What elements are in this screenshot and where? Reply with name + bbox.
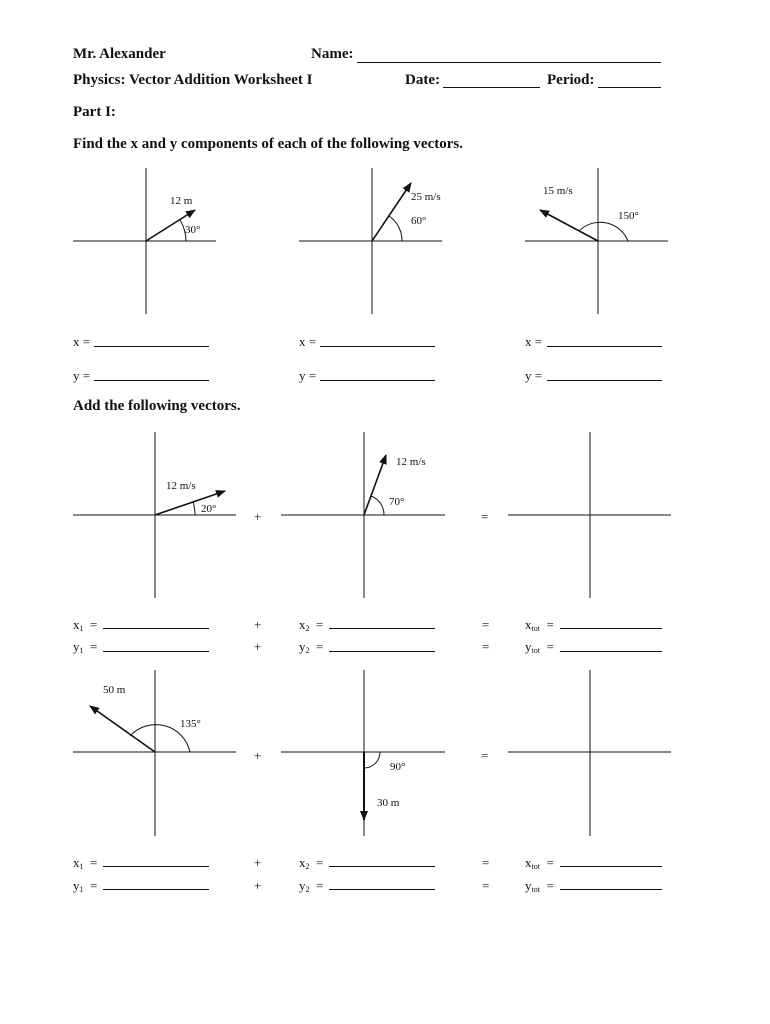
- angle-arc: [371, 496, 384, 515]
- row2-equals-sign: =: [481, 748, 489, 763]
- vector-arrow: [364, 455, 386, 515]
- angle-arc: [193, 502, 195, 515]
- row1-y-plus: +: [254, 639, 262, 654]
- vector-arrow: [540, 210, 598, 241]
- part2-row2-result-axes: [508, 670, 671, 836]
- row1-xtot-label: $x_{tot}$ =: [525, 617, 554, 633]
- row2-y2-label: $y_2$ =: [299, 878, 324, 894]
- x-answer-blank-1[interactable]: [94, 346, 209, 347]
- row1-ytot-blank[interactable]: [560, 651, 662, 652]
- part2-instructions: Add the following vectors.: [73, 398, 241, 414]
- y-answer-blank-1[interactable]: [94, 380, 209, 381]
- row1-y1-label: $y_1$ =: [73, 639, 98, 655]
- date-label: Date:: [405, 72, 440, 88]
- row1-equals-sign: =: [481, 509, 489, 524]
- row2-y1-blank[interactable]: [103, 889, 209, 890]
- angle-arc: [389, 216, 402, 241]
- row2-x1-blank[interactable]: [103, 866, 209, 867]
- row2-v2-angle: 90°: [390, 761, 406, 773]
- row2-y1-label: $y_1$ =: [73, 878, 98, 894]
- row1-v2-angle: 70°: [389, 496, 405, 508]
- y-answer-label-3: y =: [525, 368, 543, 383]
- x-answer-label-2: x =: [299, 334, 317, 349]
- row2-x-equals: =: [482, 855, 490, 870]
- row1-x2-label: $x_2$ =: [299, 617, 324, 633]
- row2-ytot-blank[interactable]: [560, 889, 662, 890]
- row1-y2-blank[interactable]: [329, 651, 435, 652]
- x-answer-label-3: x =: [525, 334, 543, 349]
- vector1-angle: 30°: [185, 224, 201, 236]
- part-heading: Part I:: [73, 104, 116, 120]
- row2-xtot-blank[interactable]: [560, 866, 662, 867]
- row2-y2-blank[interactable]: [329, 889, 435, 890]
- part1-diagram-1: [73, 168, 216, 314]
- angle-arc: [364, 752, 380, 768]
- row1-x2-blank[interactable]: [329, 628, 435, 629]
- row1-y2-label: $y_2$ =: [299, 639, 324, 655]
- row1-x1-label: $x_1$ =: [73, 617, 98, 633]
- row1-x-plus: +: [254, 617, 262, 632]
- angle-arc: [580, 222, 628, 241]
- row1-y1-blank[interactable]: [103, 651, 209, 652]
- row1-ytot-label: $y_{tot}$ =: [525, 639, 554, 655]
- name-label: Name:: [311, 46, 354, 62]
- row2-x2-label: $x_2$ =: [299, 855, 324, 871]
- x-answer-label-1: x =: [73, 334, 91, 349]
- row2-plus-sign: +: [254, 748, 262, 763]
- vector3-magnitude: 15 m/s: [543, 185, 573, 197]
- y-answer-blank-2[interactable]: [320, 380, 435, 381]
- y-answer-label-2: y =: [299, 368, 317, 383]
- row2-ytot-label: $y_{tot}$ =: [525, 878, 554, 894]
- row1-v1-magnitude: 12 m/s: [166, 480, 196, 492]
- part2-row2-diagram-1: [73, 670, 236, 836]
- part1-diagram-2: [299, 168, 442, 314]
- vector-arrow: [372, 183, 411, 241]
- row1-x1-blank[interactable]: [103, 628, 209, 629]
- row2-v2-magnitude: 30 m: [377, 797, 400, 809]
- row1-y-equals: =: [482, 639, 490, 654]
- y-answer-blank-3[interactable]: [547, 380, 662, 381]
- row2-xtot-label: $x_{tot}$ =: [525, 855, 554, 871]
- row1-x-equals: =: [482, 617, 490, 632]
- vector2-angle: 60°: [411, 215, 427, 227]
- teacher-name: Mr. Alexander: [73, 46, 166, 62]
- vector-arrow: [90, 706, 155, 752]
- part2-row2-diagram-2: [281, 670, 445, 836]
- row1-xtot-blank[interactable]: [560, 628, 662, 629]
- worksheet-title: Physics: Vector Addition Worksheet I: [73, 72, 313, 88]
- row1-plus-sign: +: [254, 509, 262, 524]
- row2-x2-blank[interactable]: [329, 866, 435, 867]
- row1-v1-angle: 20°: [201, 503, 217, 515]
- part2-row1-diagram-1: [73, 432, 236, 598]
- row2-x1-label: $x_1$ =: [73, 855, 98, 871]
- row2-v1-magnitude: 50 m: [103, 684, 126, 696]
- period-label: Period:: [547, 72, 595, 88]
- row2-y-equals: =: [482, 878, 490, 893]
- row2-y-plus: +: [254, 878, 262, 893]
- part1-instructions: Find the x and y components of each of the following vectors.: [73, 136, 463, 152]
- vector3-angle: 150°: [618, 210, 639, 222]
- vector1-magnitude: 12 m: [170, 195, 193, 207]
- vector2-magnitude: 25 m/s: [411, 191, 441, 203]
- y-answer-label-1: y =: [73, 368, 91, 383]
- row2-x-plus: +: [254, 855, 262, 870]
- row1-v2-magnitude: 12 m/s: [396, 456, 426, 468]
- x-answer-blank-2[interactable]: [320, 346, 435, 347]
- row2-v1-angle: 135°: [180, 718, 201, 730]
- x-answer-blank-3[interactable]: [547, 346, 662, 347]
- part2-row1-result-axes: [508, 432, 671, 598]
